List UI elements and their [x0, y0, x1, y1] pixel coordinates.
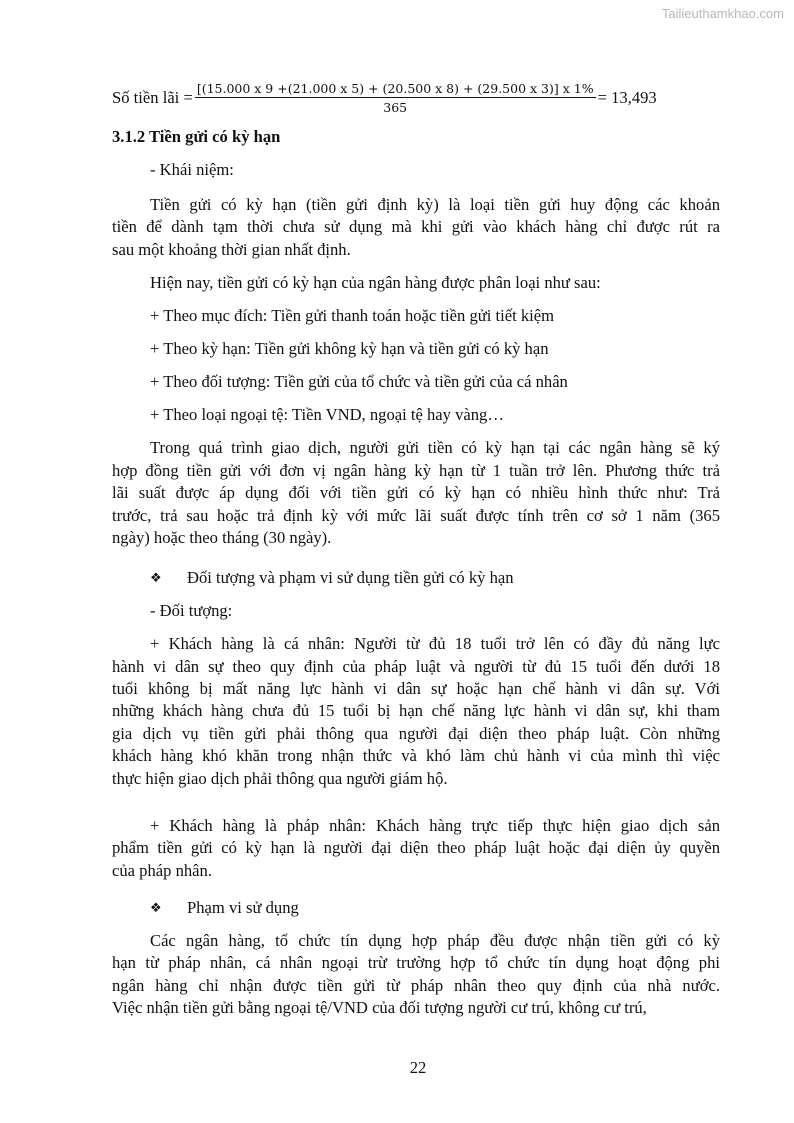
paragraph-concept-line: tiền để dành tạm thời chưa sử dụng mà khi gửi vào khách hàng chỉ được rút ra [112, 217, 720, 236]
paragraph-concept-line: Tiền gửi có kỳ hạn (tiền gửi định kỳ) là loại tiền gửi huy động các khoản [150, 195, 720, 214]
diamond-bullet-icon: ❖ [150, 570, 162, 585]
paragraph-transaction-line: hợp đồng tiền gửi với đơn vị ngân hàng kỳ hạn từ 1 tuần trở lên. Phương thức trả [112, 461, 720, 480]
paragraph-transaction-line: ngày) hoặc theo tháng (30 ngày). [112, 528, 332, 547]
paragraph-scope-line: hạn từ pháp nhân, cá nhân ngoại trừ trường hợp tổ chức tín dụng hoạt động phi [112, 953, 720, 972]
paragraph-individual-line: khách hàng khó khăn trong nhận thức và khó làm chủ hành vi của mình thì việc [112, 746, 720, 765]
paragraph-scope-line: Việc nhận tiền gửi bằng ngoại tệ/VND của đối tượng người cư trú, không cư trú, [112, 998, 647, 1017]
classification-item: + Theo kỳ hạn: Tiền gửi không kỳ hạn và tiền gửi có kỳ hạn [150, 339, 549, 358]
formula-lhs: Số tiền lãi = [112, 88, 193, 107]
concept-label: - Khái niệm: [150, 160, 234, 179]
diamond-bullet-icon: ❖ [150, 900, 162, 915]
page-number: 22 [409, 1058, 427, 1077]
formula-denominator: 365 [383, 100, 408, 115]
formula-fraction [195, 81, 596, 115]
paragraph-classification-intro: Hiện nay, tiền gửi có kỳ hạn của ngân hàng được phân loại như sau: [150, 273, 601, 292]
paragraph-scope-line: Các ngân hàng, tổ chức tín dụng hợp pháp đều được nhận tiền gửi có kỳ [150, 931, 720, 950]
paragraph-transaction-line: trước, trả sau hoặc trả định kỳ với mức lãi suất được tính trên cơ sở 1 năm (365 [112, 506, 720, 525]
paragraph-scope-line: ngân hàng chỉ nhận được tiền gửi từ pháp nhân theo quy định của nhà nước. [112, 976, 720, 995]
paragraph-transaction-line: lãi suất được áp dụng đối với tiền gửi có kỳ hạn có nhiều hình thức như: Trả [112, 483, 720, 502]
paragraph-transaction-line: Trong quá trình giao dịch, người gửi tiền có kỳ hạn tại các ngân hàng sẽ ký [150, 438, 720, 457]
subject-label: - Đối tượng: [150, 601, 233, 620]
formula-result: = 13,493 [597, 88, 657, 107]
paragraph-individual-line: tuổi không bị mất năng lực hành vi dân sự hoặc hạn chế hành vi dân sự. Với [112, 679, 720, 698]
bullet-heading: Đối tượng và phạm vi sử dụng tiền gửi có kỳ hạn [187, 568, 514, 587]
paragraph-legal-entity-line: + Khách hàng là pháp nhân: Khách hàng trực tiếp thực hiện giao dịch sản [150, 816, 720, 835]
classification-item: + Theo đối tượng: Tiền gửi của tổ chức và tiền gửi của cá nhân [150, 372, 568, 391]
paragraph-individual-line: + Khách hàng là cá nhân: Người từ đủ 18 tuổi trở lên có đầy đủ năng lực [150, 634, 720, 653]
section-heading: 3.1.2 Tiền gửi có kỳ hạn [112, 127, 281, 146]
watermark: Tailieuthamkhao.com [661, 6, 784, 21]
paragraph-legal-entity-line: phẩm tiền gửi có kỳ hạn là người đại diện theo pháp luật hoặc đại diện ủy quyền [112, 838, 720, 857]
paragraph-individual-line: những khách hàng chưa đủ 15 tuổi bị hạn chế năng lực hành vi dân sự, khi tham [112, 701, 720, 720]
paragraph-individual-line: gia dịch vụ tiền gửi phải thông qua người đại diện theo pháp luật. Còn những [112, 724, 720, 743]
bullet-heading: Phạm vi sử dụng [187, 898, 299, 917]
classification-item: + Theo loại ngoại tệ: Tiền VND, ngoại tệ hay vàng… [150, 405, 504, 424]
interest-formula [112, 80, 657, 116]
paragraph-legal-entity-line: của pháp nhân. [112, 861, 212, 880]
classification-item: + Theo mục đích: Tiền gửi thanh toán hoặc tiền gửi tiết kiệm [150, 306, 555, 325]
paragraph-concept-line: sau một khoảng thời gian nhất định. [112, 240, 351, 259]
paragraph-individual-line: hành vi dân sự theo quy định của pháp luật và người từ đủ 15 tuổi đến dưới 18 [112, 657, 720, 676]
formula-numerator: [(15.000 x 9 +(21.000 x 5) + (20.500 x 8) + (29.500 x 3)] x 1% [196, 81, 594, 96]
paragraph-individual-line: thực hiện giao dịch phải thông qua người giám hộ. [112, 769, 448, 788]
